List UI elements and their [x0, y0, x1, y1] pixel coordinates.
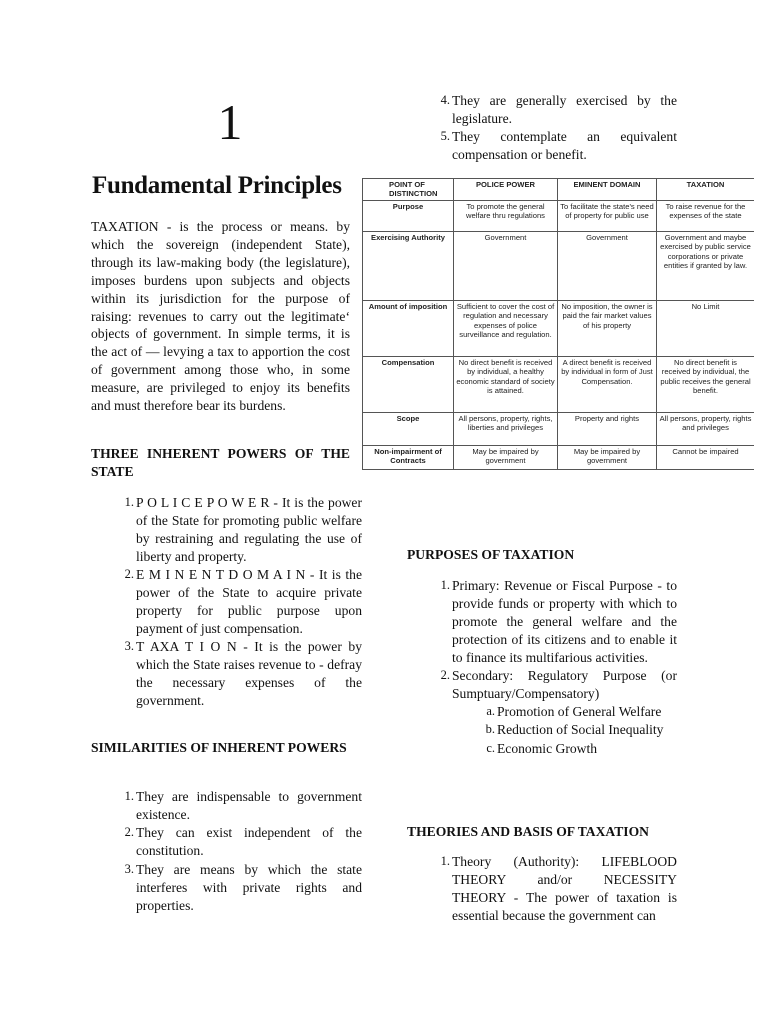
- table-cell: Cannot be impaired: [657, 446, 755, 470]
- item-letter: c.: [486, 740, 495, 755]
- row-label: Non-impairment of Contracts: [363, 446, 454, 470]
- table-row: [363, 413, 755, 446]
- comparison-table: [362, 178, 754, 470]
- list-item: [440, 128, 677, 164]
- table-cell: No direct benefit is received by individual, the public receives the general benefit.: [657, 357, 755, 413]
- table-header-row: [363, 179, 755, 201]
- table-cell: No imposition, the owner is paid the fair market values of his property: [558, 301, 657, 357]
- item-text: They are indispensable to government existence.: [136, 789, 362, 822]
- inherent-powers-list: [124, 494, 362, 711]
- list-item: [124, 566, 362, 638]
- table-cell: May be impaired by government: [558, 446, 657, 470]
- item-text: They can exist independent of the constitution.: [136, 825, 362, 859]
- table-cell: Government: [454, 232, 558, 301]
- row-label: Purpose: [363, 201, 454, 232]
- row-label: Amount of imposition: [363, 301, 454, 357]
- sublist-item: [485, 721, 677, 739]
- table-row: [363, 201, 755, 232]
- table-cell: All persons, property, rights, liberties and privileges: [454, 413, 558, 446]
- row-label: Scope: [363, 413, 454, 446]
- table-cell: No Limit: [657, 301, 755, 357]
- item-text: Theory (Authority): LIFEBLOOD THEORY and/or NECESSITY THEORY - The power of taxation is essential because the government can: [452, 854, 677, 923]
- section-heading-similarities: SIMILARITIES OF INHERENT POWERS: [91, 740, 347, 755]
- item-text: Secondary: Regulatory Purpose (or Sumptuary/Compensatory): [452, 668, 677, 702]
- table-cell: May be impaired by government: [454, 446, 558, 470]
- header-taxation: TAXATION: [657, 179, 755, 201]
- item-number: 1.: [440, 578, 450, 592]
- list-item: [440, 577, 677, 667]
- item-text: Promotion of General Welfare: [497, 703, 662, 719]
- item-text: P O L I C E P O W E R - It is the power of the State for promoting public welfare by restraining and regulating the use of liberty and property.: [136, 495, 362, 564]
- item-text: They are means by which the state interferes with private rights and properties.: [136, 861, 362, 913]
- item-number: 2.: [440, 668, 450, 683]
- list-item: [440, 92, 677, 128]
- table-row: [363, 232, 755, 301]
- list-item: [124, 638, 362, 710]
- table-row: [363, 301, 755, 357]
- table-cell: A direct benefit is received by individual in form of Just Compensation.: [558, 357, 657, 413]
- similarities-list-continued: [440, 92, 677, 164]
- table-cell: To facilitate the state's need of property for public use: [558, 201, 657, 232]
- item-text: Economic Growth: [497, 740, 598, 756]
- table-row: [363, 446, 755, 470]
- section-heading-inherent-powers: THREE INHERENT POWERS OF THE STATE: [91, 446, 350, 479]
- item-number: 1.: [440, 854, 450, 868]
- list-item: [124, 494, 362, 566]
- item-number: 5.: [440, 128, 450, 143]
- theories-list: [440, 853, 677, 925]
- section-heading-theories: THEORIES AND BASIS OF TAXATION: [407, 824, 649, 839]
- row-label: Compensation: [363, 357, 454, 413]
- table-cell: To promote the general welfare thru regulations: [454, 201, 558, 232]
- header-point-of-distinction: POINT OF DISTINCTION: [363, 179, 454, 201]
- comparison-table-container: [362, 178, 754, 480]
- item-number: 3.: [124, 639, 134, 654]
- item-number: 1.: [124, 789, 134, 803]
- sublist-item: [486, 703, 677, 721]
- item-text: T AXA T I O N - It is the power by which the State raises revenue to - defray the necessary expenses of the government.: [136, 639, 362, 709]
- item-number: 4.: [440, 93, 450, 107]
- table-row: [363, 357, 755, 413]
- list-item: [440, 667, 677, 758]
- section-heading-purposes: PURPOSES OF TAXATION: [407, 547, 575, 562]
- table-cell: Government: [558, 232, 657, 301]
- table-cell: Government and maybe exercised by public service corporations or private entities if granted by law.: [657, 232, 755, 301]
- item-text: They contemplate an equivalent compensation or benefit.: [452, 128, 677, 162]
- item-text: They are generally exercised by the legislature.: [452, 93, 677, 126]
- sublist-item: [486, 740, 677, 758]
- list-item: [124, 861, 362, 915]
- header-police-power: POLICE POWER: [454, 179, 558, 201]
- chapter-number: 1: [217, 94, 243, 150]
- row-label: Exercising Authority: [363, 232, 454, 301]
- item-number: 3.: [124, 861, 134, 876]
- item-text: Reduction of Social Inequality: [497, 722, 664, 738]
- item-letter: a.: [486, 703, 495, 718]
- list-item: [440, 853, 677, 925]
- table-cell: Property and rights: [558, 413, 657, 446]
- table-cell: To raise revenue for the expenses of the state: [657, 201, 755, 232]
- list-item: [124, 788, 362, 824]
- purposes-list: [440, 577, 677, 758]
- item-text: Primary: Revenue or Fiscal Purpose - to provide funds or property with which to promote the general welfare and the protection of its citizens and to enable it to finance its multifarious activities.: [452, 578, 677, 665]
- item-text: E M I N E N T D O M A I N - It is the power of the State to acquire private property for public purpose upon payment of just compensation.: [136, 567, 362, 636]
- item-number: 2.: [124, 825, 134, 840]
- chapter-title: Fundamental Principles: [92, 172, 342, 199]
- table-cell: No direct benefit is received by individual, a healthy economic standard of society is attained.: [454, 357, 558, 413]
- table-cell: Sufficient to cover the cost of regulation and necessary expenses of police surveillance and regulation.: [454, 301, 558, 357]
- item-letter: b.: [485, 722, 495, 737]
- item-number: 2.: [124, 567, 134, 582]
- header-eminent-domain: EMINENT DOMAIN: [558, 179, 657, 201]
- regulatory-purposes-sublist: [452, 703, 677, 758]
- taxation-definition: TAXATION - is the process or means. by which the sovereign (independent State), through its law-making body (the legislature), imposes burdens upon subjects and objects within its jurisdiction for the purpose of raising: revenues to carry out the legitimate‘ objects of government. In simple terms, it is the act of — levying a tax to apportion the cost of government among those who, in some measure, are privileged to enjoy its benefits and must therefore bear its burdens.: [91, 219, 350, 414]
- item-number: 1.: [124, 495, 134, 509]
- list-item: [124, 824, 362, 860]
- table-cell: All persons, property, rights and privileges: [657, 413, 755, 446]
- similarities-list: [124, 788, 362, 915]
